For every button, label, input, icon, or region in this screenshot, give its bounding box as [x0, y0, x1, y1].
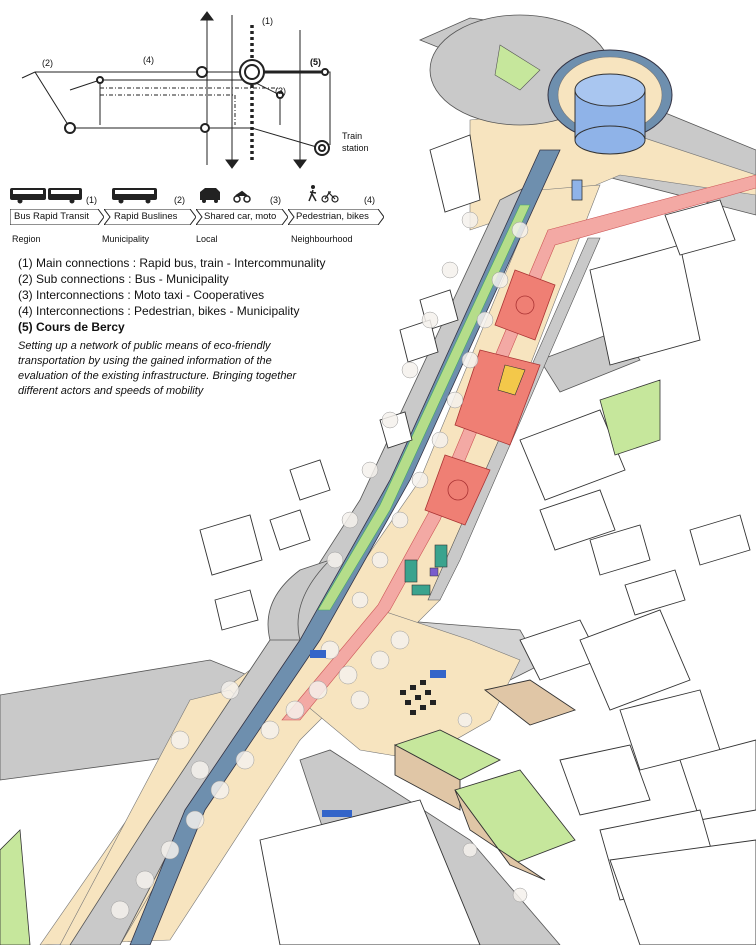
mode-chevron-3: Shared car, moto: [196, 209, 288, 225]
scale-municipality: Municipality: [102, 234, 150, 244]
mode-icons: [0, 180, 380, 208]
description-line-3: evaluation of the existing infrastructure. Bringing together: [18, 370, 297, 382]
mode-num-3: (3): [270, 195, 281, 205]
car-moto-icon: [200, 188, 250, 203]
articulated-bus-icon: [10, 188, 82, 204]
bus-icon: [112, 188, 157, 204]
mode-chevron-1: Bus Rapid Transit: [10, 209, 104, 225]
legend-item-1: (1) Main connections : Rapid bus, train - Intercommunality: [18, 256, 326, 270]
mode-chevron-2: Rapid Buslines: [104, 209, 196, 225]
mode-num-4: (4): [364, 195, 375, 205]
net-label-4: (4): [143, 55, 154, 65]
legend-item-2: (2) Sub connections : Bus - Municipality: [18, 272, 229, 286]
train-station-label: Train station: [342, 131, 369, 153]
mode-chevron-4: Pedestrian, bikes: [288, 209, 384, 225]
net-label-2: (2): [42, 58, 53, 68]
description: [18, 339, 378, 399]
description-line-1: Setting up a network of public means of eco-friendly: [18, 340, 271, 352]
mode-num-1: (1): [86, 195, 97, 205]
scale-region: Region: [12, 234, 41, 244]
net-label-1: (1): [262, 16, 273, 26]
legend-item-5: (5) Cours de Bercy: [18, 320, 125, 334]
legend-item-3: (3) Interconnections : Moto taxi - Cooperatives: [18, 288, 265, 302]
scale-neighbourhood: Neighbourhood: [291, 234, 353, 244]
mode-num-2: (2): [174, 195, 185, 205]
scale-local: Local: [196, 234, 218, 244]
description-line-2: transportation by using the gained information of the: [18, 355, 272, 367]
pedestrian-bike-icon: [309, 185, 338, 202]
network-diagram: [0, 0, 360, 170]
net-label-5: (5): [310, 57, 321, 67]
net-label-3: (3): [275, 86, 286, 96]
legend-item-4: (4) Interconnections : Pedestrian, bikes - Municipality: [18, 304, 300, 318]
description-line-4: different actors and speeds of mobility: [18, 385, 204, 397]
